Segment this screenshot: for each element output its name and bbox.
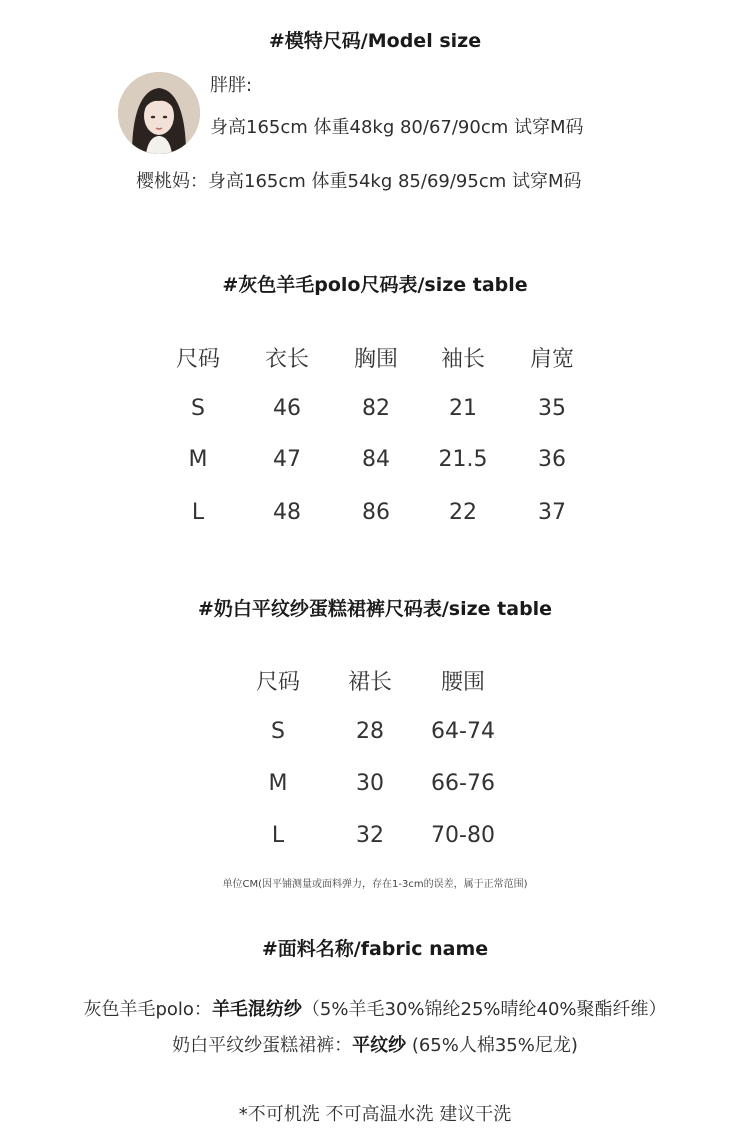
fabric-line-skirt [0,1031,750,1057]
fabric-skirt-detail: (65%人棉35%尼龙) [406,1035,578,1056]
skirt-cell: 64-74 [431,719,495,744]
polo-cell: 22 [449,500,477,525]
skirt-cell: 30 [356,771,384,796]
polo-header-chest: 胸围 [353,347,399,372]
polo-cell: 21.5 [438,447,488,472]
fabric-skirt-label: 奶白平纹纱蛋糕裙裤： [172,1035,353,1056]
polo-cell: 46 [273,396,301,421]
skirt-cell: 28 [356,719,384,744]
skirt-cell: 32 [356,823,384,848]
model1-name: 胖胖: [210,75,253,96]
polo-cell: 82 [362,396,390,421]
polo-header-length: 衣长 [264,347,310,372]
model-avatar [118,72,200,154]
polo-cell: 37 [538,500,566,525]
polo-cell: 36 [538,447,566,472]
polo-table-heading: #灰色羊毛polo尺码表/size table [222,274,528,296]
skirt-cell: M [268,771,288,796]
polo-cell: S [191,396,205,421]
polo-cell: 35 [538,396,566,421]
fabric-polo-detail: （5%羊毛30%锦纶25%晴纶40%聚酯纤维） [301,999,667,1020]
skirt-cell: S [271,719,285,744]
model-size-heading: #模特尺码/Model size [268,30,482,52]
polo-cell: 21 [449,396,477,421]
polo-header-sleeve: 袖长 [440,347,486,372]
skirt-header-size: 尺码 [255,670,301,695]
skirt-header-waist: 腰围 [440,670,486,695]
polo-header-size: 尺码 [175,347,221,372]
fabric-heading: #面料名称/fabric name [261,938,489,960]
fabric-polo-label: 灰色羊毛polo： [83,999,212,1020]
polo-cell: 84 [362,447,390,472]
polo-cell: 47 [273,447,301,472]
polo-cell: 48 [273,500,301,525]
model2-info: 樱桃妈：身高165cm 体重54kg 85/69/95cm 试穿M码 [136,171,582,192]
fabric-polo-material: 羊毛混纺纱 [211,999,302,1020]
polo-cell: M [188,447,208,472]
model1-info: 身高165cm 体重48kg 80/67/90cm 试穿M码 [210,117,584,138]
polo-header-shoulder: 肩宽 [529,347,575,372]
portrait-image [118,72,200,154]
fabric-skirt-material: 平纹纱 [352,1035,407,1056]
fabric-line-polo [0,995,750,1021]
skirt-header-length: 裙长 [347,670,393,695]
skirt-cell: 70-80 [431,823,495,848]
skirt-cell: 66-76 [431,771,495,796]
measurement-note: 单位CM(因平铺测量或面料弹力，存在1-3cm的误差，属于正常范围) [222,879,528,890]
care-instructions: *不可机洗 不可高温水洗 建议干洗 [238,1104,512,1125]
polo-cell: 86 [362,500,390,525]
skirt-table-heading: #奶白平纹纱蛋糕裙裤尺码表/size table [197,598,553,620]
polo-cell: L [191,500,205,525]
skirt-cell: L [271,823,285,848]
